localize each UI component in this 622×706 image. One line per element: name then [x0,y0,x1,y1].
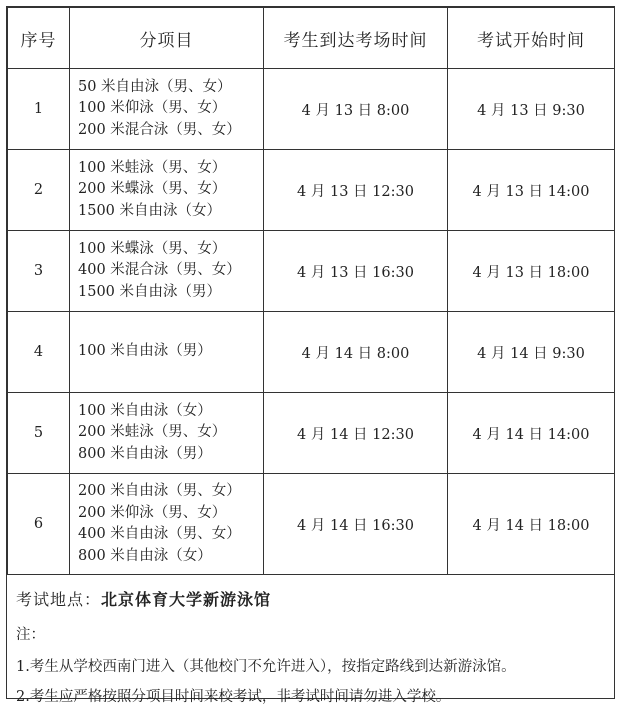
event-item: 100 米蝶泳（男、女） [78,240,227,257]
notes-title: 注： [16,627,45,643]
event-item: 1500 米自由泳（女） [78,202,222,219]
row-arrive-time: 4 月 13 日 16:30 [264,231,448,312]
row-items [70,312,264,393]
row-items [70,393,264,474]
row-number: 5 [8,393,70,474]
header-arrive-time: 考生到达考场时间 [264,8,448,69]
venue-label: 考试地点： [16,590,102,609]
venue-name: 北京体育大学新游泳馆 [101,590,272,609]
row-items [70,69,264,150]
event-item: 100 米仰泳（男、女） [78,100,227,117]
row-arrive-time: 4 月 14 日 8:00 [264,312,448,393]
row-number: 2 [8,150,70,231]
row-items [70,150,264,231]
row-number: 3 [8,231,70,312]
schedule-table [7,7,615,575]
event-item: 50 米自由泳（男、女） [78,78,232,95]
note-item: 1.考生从学校西南门进入（其他校门不允许进入），按指定路线到达新游泳馆。 [16,659,516,675]
event-item: 400 米自由泳（男、女） [78,526,241,542]
event-item: 100 米自由泳（男） [78,343,212,360]
table-row [8,150,615,231]
table-row [8,69,615,150]
note-item: 2.考生应严格按照分项目时间来校考试，非考试时间请勿进入学校。 [16,689,451,705]
row-start-time: 4 月 13 日 18:00 [448,231,615,312]
event-item: 100 米自由泳（女） [78,402,212,419]
event-item: 200 米混合泳（男、女） [78,121,241,138]
event-item: 1500 米自由泳（男） [78,283,222,300]
event-item: 200 米自由泳（男、女） [78,483,241,499]
row-start-time: 4 月 13 日 14:00 [448,150,615,231]
row-arrive-time: 4 月 14 日 12:30 [264,393,448,474]
row-arrive-time: 4 月 14 日 16:30 [264,474,448,575]
event-item: 100 米蛙泳（男、女） [78,159,227,176]
row-start-time: 4 月 13 日 9:30 [448,69,615,150]
table-row [8,393,615,474]
row-start-time: 4 月 14 日 14:00 [448,393,615,474]
header-items: 分项目 [70,8,264,69]
table-row [8,231,615,312]
event-item: 200 米蝶泳（男、女） [78,181,227,198]
table-row [8,474,615,575]
table-row [8,312,615,393]
event-item: 200 米蛙泳（男、女） [78,424,227,441]
row-number: 1 [8,69,70,150]
row-number: 6 [8,474,70,575]
row-number: 4 [8,312,70,393]
row-start-time: 4 月 14 日 18:00 [448,474,615,575]
header-start-time: 考试开始时间 [448,8,615,69]
row-arrive-time: 4 月 13 日 12:30 [264,150,448,231]
row-arrive-time: 4 月 13 日 8:00 [264,69,448,150]
event-item: 200 米仰泳（男、女） [78,504,227,521]
schedule-document [6,6,615,705]
event-item: 400 米混合泳（男、女） [78,262,241,279]
event-item: 800 米自由泳（女） [78,547,212,564]
table-header-row [8,8,615,69]
row-items [70,474,264,575]
event-item: 800 米自由泳（男） [78,445,212,462]
header-seq: 序号 [8,8,70,69]
exam-venue [16,587,271,610]
row-start-time: 4 月 14 日 9:30 [448,312,615,393]
row-items [70,231,264,312]
